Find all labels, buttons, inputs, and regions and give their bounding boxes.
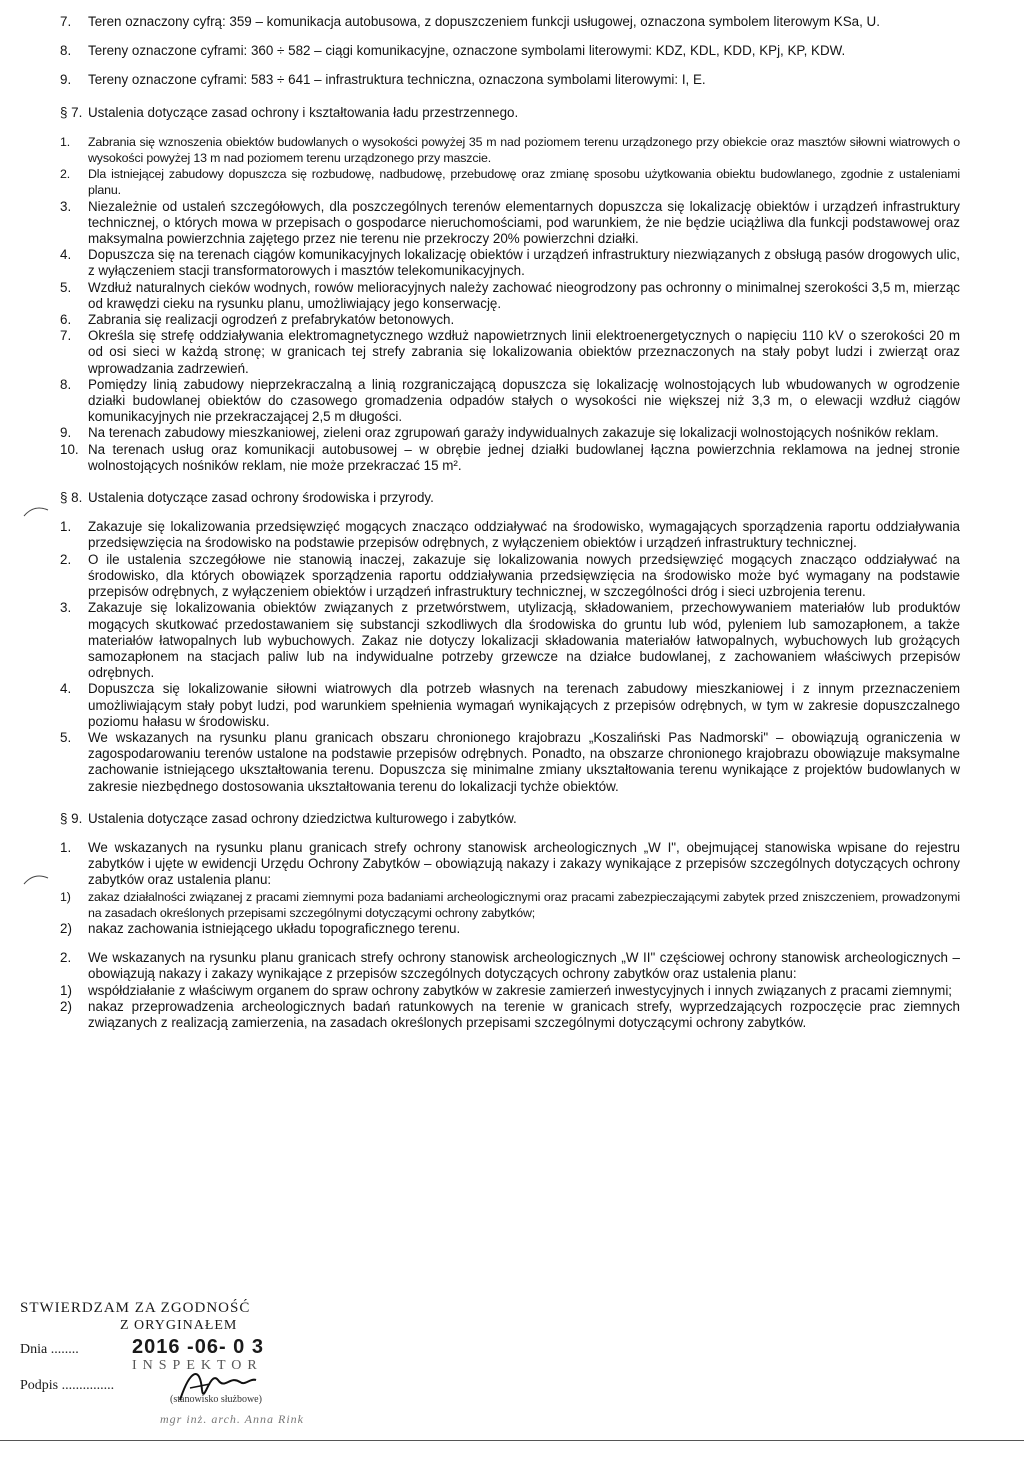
item-text: O ile ustalenia szczegółowe nie stanowią inaczej, zakazuje się lokalizowania nowych przedsięwzięć mogących znacząco oddziaływać na środowisko, dla których obowiązek sporządzenia raportu oddziaływania przedsięwzięcia na środowisko może być wymagany na podstawie przepisów odrębnych, z wyłączeniem obiektów i urządzeń infrastruktury technicznej, w szczególności dróg i sieci uzbrojenia terenu. xyxy=(88,551,960,600)
s9-item-2-sub-1 xyxy=(60,983,960,999)
s8-item-4 xyxy=(60,681,960,730)
section-8-heading xyxy=(60,490,960,506)
s7-item-7 xyxy=(60,328,960,377)
stamp-title: STWIERDZAM ZA ZGODNOŚĆ xyxy=(20,1300,251,1316)
s7-item-9 xyxy=(60,425,960,441)
stamp-date-label: Dnia ........ xyxy=(20,1342,79,1357)
item-number: 7. xyxy=(60,328,72,344)
s8-item-3 xyxy=(60,600,960,681)
item-text: Zabrania się wznoszenia obiektów budowlanych o wysokości powyżej 35 m nad poziomem terenu urządzonego przy obiekcie oraz masztów siłowni wiatrowych o wysokości powyżej 13 m nad poziomem terenu urządzonego przy maszcie. xyxy=(88,134,960,166)
s9-item-2-sub-2 xyxy=(60,999,960,1031)
section-title: Ustalenia dotyczące zasad ochrony i kształtowania ładu przestrzennego. xyxy=(88,104,519,120)
stamp-inspector: INSPEKTOR xyxy=(132,1358,263,1373)
certification-stamp xyxy=(20,1300,350,1430)
s8-item-5 xyxy=(60,730,960,795)
item-text: Teren oznaczony cyfrą: 359 – komunikacja autobusowa, z dopuszczeniem funkcji usługowej, oznaczona symbolem literowym KSa, U. xyxy=(88,14,880,29)
item-text: Określa się strefę oddziaływania elektromagnetycznego wzdłuż napowietrznych linii elektroenergetycznych o napięciu 110 kV o szerokości 20 m od osi sieci w każdą stronę; w granicach tej strefy zabrania się lokalizowania obiektów przeznaczonych na stały pobyt ludzi i zwierząt oraz wprowadzania zadrzewień. xyxy=(88,328,960,376)
s9-item-2 xyxy=(60,950,960,982)
item-number: 1. xyxy=(60,519,72,535)
s7-item-3 xyxy=(60,199,960,248)
document-page xyxy=(60,14,960,1031)
item-text: Zakazuje się lokalizowania przedsięwzięć mogących znacząco oddziaływać na środowisko, wymagających sporządzenia raportu oddziaływania przedsięwzięcia na środowisko na podstawie przepisów odrębnych, z wyłączeniem obiektów i urządzeń infrastruktury technicznej. xyxy=(88,519,960,551)
item-7 xyxy=(60,14,960,30)
item-text: Zakazuje się lokalizowania obiektów związanych z przetwórstwem, utylizacją, składowaniem, przechowywaniem materiałów lub produktów mogących skutkować przedostawaniem się substancji szkodliwych dla środowiska do gruntu lub wód, pyleniem lub samozapłonem, a także materiałów łatwopalnych lub wybuchowych. Zakaz nie dotyczy lokalizacji składowania materiałów łatwopalnych, wybuchowych lub grożących samozapłonem na stacjach paliw lub na indywidualne potrzeby grzewcze na działce budowlanej, z zachowaniem właściwych przepisów odrębnych. xyxy=(88,600,960,681)
sub-text: współdziałanie z właściwym organem do spraw ochrony zabytków w zakresie zamierzeń inwestycyjnych i innych związanych z pracami ziemnymi; xyxy=(88,982,953,998)
item-number: 8. xyxy=(60,43,72,59)
s9-item-1 xyxy=(60,840,960,889)
s9-item-1-sub-2 xyxy=(60,921,960,937)
margin-pen-mark xyxy=(22,868,50,888)
section-7-heading xyxy=(60,105,960,121)
item-text: Tereny oznaczone cyframi: 583 ÷ 641 – infrastruktura techniczna, oznaczona symbolami literowymi: I, E. xyxy=(88,72,706,88)
section-number: § 8. xyxy=(60,490,83,506)
item-text: Na terenach zabudowy mieszkaniowej, zieleni oraz zgrupowań garaży indywidualnych zakazuje się lokalizacji wolnostojących nośników reklam. xyxy=(88,425,939,441)
section-number: § 7. xyxy=(60,104,83,120)
item-text: Dla istniejącej zabudowy dopuszcza się rozbudowę, nadbudowę, przebudowę oraz zmianę sposobu użytkowania obiektu budowlanego, zgodnie z ustaleniami planu. xyxy=(88,167,960,198)
s7-item-4 xyxy=(60,247,960,279)
item-text: Na terenach usług oraz komunikacji autobusowej – w obrębie jednej działki budowlanej łączna powierzchnia reklamowa na jednej stronie wolnostojących nośników reklam, nie może przekraczać 15 m². xyxy=(88,441,960,473)
item-text: Dopuszcza się lokalizowanie siłowni wiatrowych dla potrzeb własnych na terenach zabudowy mieszkaniowej i z innym przeznaczeniem umożliwiającym stały pobyt ludzi, pod warunkiem spełnienia wymagań wynikających z przepisów odrębnych, w tym w zakresie dopuszczalnego poziomu hałasu w środowisku. xyxy=(88,681,960,729)
item-number: 9. xyxy=(60,72,72,88)
item-text: We wskazanych na rysunku planu granicach strefy ochrony stanowisk archeologicznych „W II" częściowej ochrony stanowisk archeologicznych – obowiązują nakazy i zakazy wynikające z przepisów szczególnych dotyczących ochrony zabytków oraz ustalenia planu: xyxy=(88,950,960,982)
item-number: 6. xyxy=(60,312,72,328)
item-8 xyxy=(60,43,960,59)
sub-number: 2) xyxy=(60,920,72,936)
s7-item-8 xyxy=(60,377,960,426)
section-title: Ustalenia dotyczące zasad ochrony dziedzictwa kulturowego i zabytków. xyxy=(88,810,517,826)
item-number: 10. xyxy=(60,441,79,457)
item-text: We wskazanych na rysunku planu granicach strefy ochrony stanowisk archeologicznych „W I", obejmującej stanowiska wpisane do rejestru zabytków i ujęte w ewidencji Urzędu Ochrony Zabytków – obowiązują nakazy i zakazy wynikające z przepisów szczególnych dotyczących ochrony zabytków oraz ustalenia planu: xyxy=(88,839,960,888)
stamp-subtitle: Z ORYGINAŁEM xyxy=(120,1318,238,1333)
handwritten-signature xyxy=(170,1360,260,1410)
item-text: Wzdłuż naturalnych cieków wodnych, rowów melioracyjnych należy zachować nieogrodzony pas ochronny o minimalnej szerokości 3,5 m, mierząc od krawędzi cieku na rysunku planu, umożliwiający jego konserwację. xyxy=(88,279,960,311)
item-number: 9. xyxy=(60,425,72,441)
sub-number: 1) xyxy=(60,982,72,998)
section-title: Ustalenia dotyczące zasad ochrony środowiska i przyrody. xyxy=(88,490,434,506)
item-text: Niezależnie od ustaleń szczegółowych, dla poszczególnych terenów elementarnych dopuszcza się lokalizację obiektów i urządzeń infrastruktury technicznej, o których mowa w przepisach o gospodarce nieruchomościami, pod warunkiem, że nie będzie uciążliwa dla funkcji podstawowej oraz maksymalna powierzchnia zajętego przez nie terenu nie przekroczy 20% powierzchni działki. xyxy=(88,198,960,247)
item-number: 7. xyxy=(60,14,72,29)
item-number: 4. xyxy=(60,681,72,697)
sub-text: nakaz zachowania istniejącego układu topograficznego terenu. xyxy=(88,920,461,936)
s8-item-1 xyxy=(60,519,960,551)
item-text: Zabrania się realizacji ogrodzeń z prefabrykatów betonowych. xyxy=(88,312,455,328)
item-number: 1. xyxy=(60,134,71,149)
item-number: 3. xyxy=(60,198,72,214)
stamp-signature-label: Podpis ............... xyxy=(20,1378,115,1393)
item-number: 5. xyxy=(60,729,72,745)
s7-item-1 xyxy=(60,134,960,166)
scan-edge-line xyxy=(0,1440,1024,1441)
s8-item-2 xyxy=(60,552,960,601)
s9-item-1-sub-1 xyxy=(60,889,960,921)
item-text: Pomiędzy linią zabudowy nieprzekraczalną a linią rozgraniczającą dopuszcza się lokalizację wolnostojących lub wbudowanych w ogrodzenie działki budowlanej obiektów do czasowego gromadzenia odpadów stałych o wysokości nie większej niż 3,3 m, o elewacji wzdłuż ciągów komunikacyjnych nie przekraczającej 2,5 m długości. xyxy=(88,376,960,425)
item-number: 5. xyxy=(60,279,72,295)
s7-item-10 xyxy=(60,442,960,474)
item-number: 4. xyxy=(60,247,72,263)
section-9-heading xyxy=(60,811,960,827)
item-number: 2. xyxy=(60,167,71,182)
sub-number: 2) xyxy=(60,998,72,1014)
stamp-name: mgr inż. arch. Anna Rink xyxy=(160,1412,304,1426)
stamp-position-label: (stanowisko służbowe) xyxy=(170,1394,262,1405)
item-number: 2. xyxy=(60,950,72,966)
s7-item-5 xyxy=(60,280,960,312)
item-number: 1. xyxy=(60,839,72,855)
sub-text: zakaz działalności związanej z pracami ziemnymi poza badaniami archeologicznymi oraz pracami zabezpieczającymi zabytek przed zniszczeniem, prowadzonymi na zasadach określonych przepisami szczególnymi dotyczącymi ochrony zabytków; xyxy=(88,889,960,920)
item-text: We wskazanych na rysunku planu granicach obszaru chronionego krajobrazu „Koszaliński Pas Nadmorski" – obowiązują ograniczenia w zagospodarowaniu terenów ustalone na podstawie przepisów odrębnych. Ponadto, na obszarze chronionego krajobrazu obowiązuje maksymalne zachowanie istniejącego ukształtowania terenu. Dopuszcza się minimalne zmiany ukształtowania terenu wynikające z projektów budowlanych w zakresie niezbędnego dostosowania ukształtowania terenu do lokalizacji tychże obiektów. xyxy=(88,729,960,794)
item-number: 3. xyxy=(60,600,72,616)
s7-item-2 xyxy=(60,166,960,198)
section-number: § 9. xyxy=(60,810,83,826)
margin-pen-mark xyxy=(22,500,50,520)
item-9 xyxy=(60,72,960,88)
item-text: Tereny oznaczone cyframi: 360 ÷ 582 – ciągi komunikacyjne, oznaczone symbolami literowymi: KDZ, KDL, KDD, KPj, KP, KDW. xyxy=(88,43,846,59)
sub-number: 1) xyxy=(60,889,71,904)
item-text: Dopuszcza się na terenach ciągów komunikacyjnych lokalizację obiektów i urządzeń infrastruktury niezwiązanych z obsługą pasów drogowych ulic, z wyłączeniem stacji transformatorowych i masztów telekomunikacyjnych. xyxy=(88,247,960,279)
s7-item-6 xyxy=(60,312,960,328)
item-number: 2. xyxy=(60,551,72,567)
item-number: 8. xyxy=(60,376,72,392)
stamp-date: 2016 -06- 0 3 xyxy=(132,1336,264,1358)
sub-text: nakaz przeprowadzenia archeologicznych badań ratunkowych na terenie w granicach strefy, wyprzedzających rozpoczęcie prac ziemnych związanych z realizacją zamierzenia, na zasadach określonych przepisami szczególnymi dotyczącymi ochrony zabytków. xyxy=(88,998,960,1030)
